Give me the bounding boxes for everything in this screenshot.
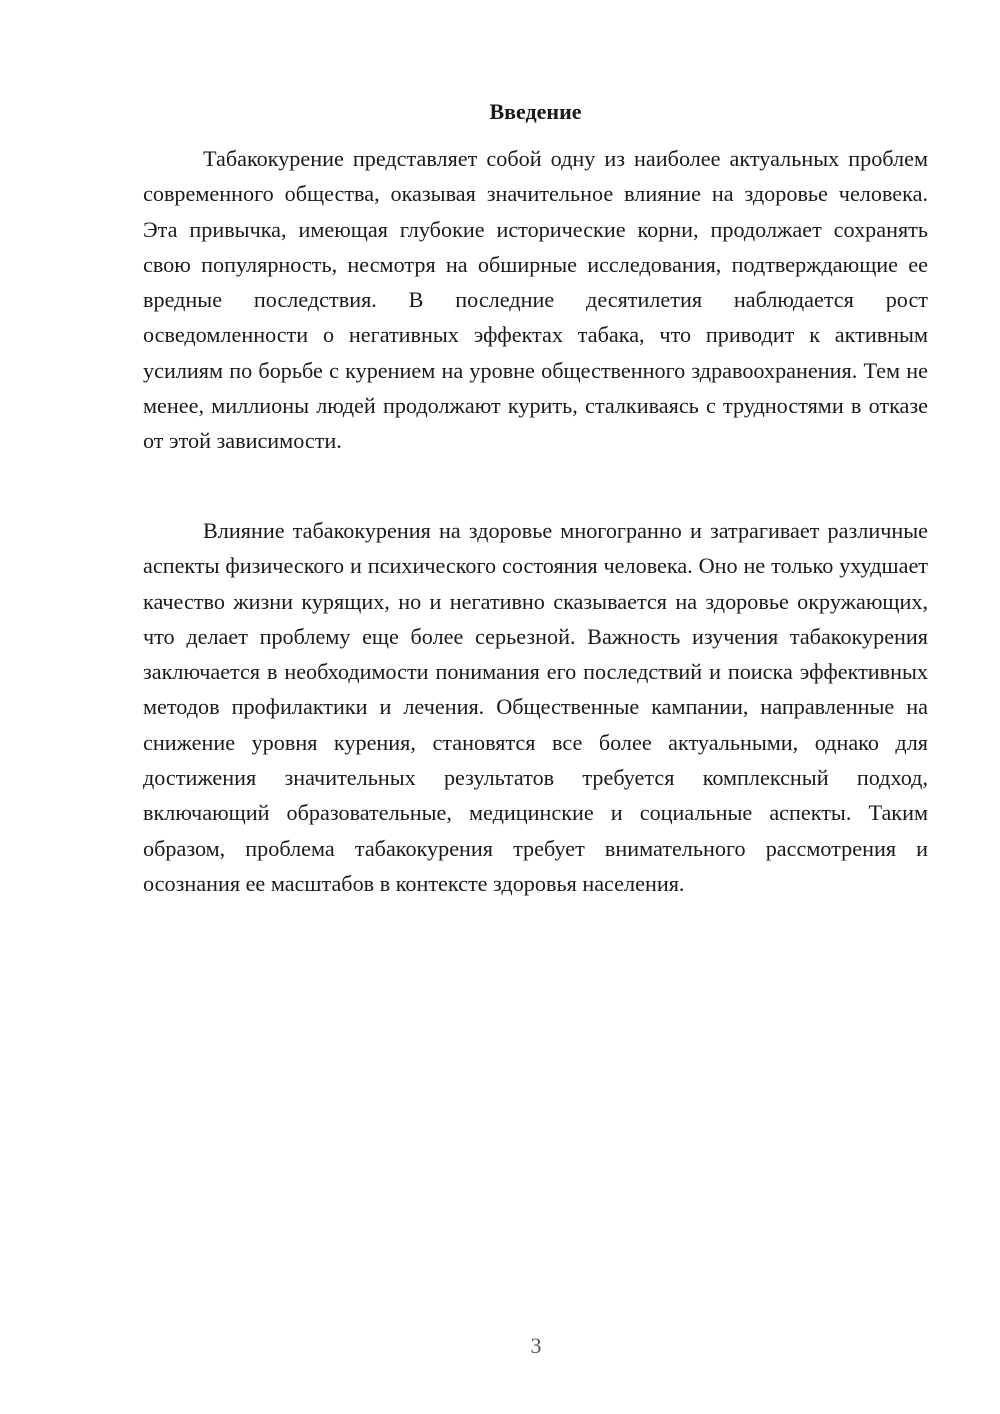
section-heading: Введение — [489, 99, 582, 124]
page-number: 3 — [530, 1333, 542, 1358]
paragraph-1: Табакокурение представляет собой одну из наиболее актуальных проблем современного общества, оказывая значительное влияние на здоровье человека. Эта привычка, имеющая глубокие исторические корни, продолжает сохранять свою популярность, несмотря на обширные исследования, подтверждающие ее вредные последствия. В последние десятилетия наблюдается рост осведомленности о негативных эффектах табака, что приводит к активным усилиям по борьбе с курением на уровне общественного здравоохранения. Тем не менее, миллионы людей продолжают курить, сталкиваясь с трудностями в отказе от этой зависимости. — [143, 146, 928, 454]
paragraph-2: Влияние табакокурения на здоровье многогранно и затрагивает различные аспекты физического и психического состояния человека. Оно не только ухудшает качество жизни курящих, но и негативно сказывается на здоровье окружающих, что делает проблему еще более серьезной. Важность изучения табакокурения заключается в необходимости понимания его последствий и поиска эффективных методов профилактики и лечения. Общественные кампании, направленные на снижение уровня курения, становятся все более актуальными, однако для достижения значительных результатов требуется комплексный подход, включающий образовательные, медицинские и социальные аспекты. Таким образом, проблема табакокурения требует внимательного рассмотрения и осознания ее масштабов в контексте здоровья населения. — [143, 518, 928, 896]
